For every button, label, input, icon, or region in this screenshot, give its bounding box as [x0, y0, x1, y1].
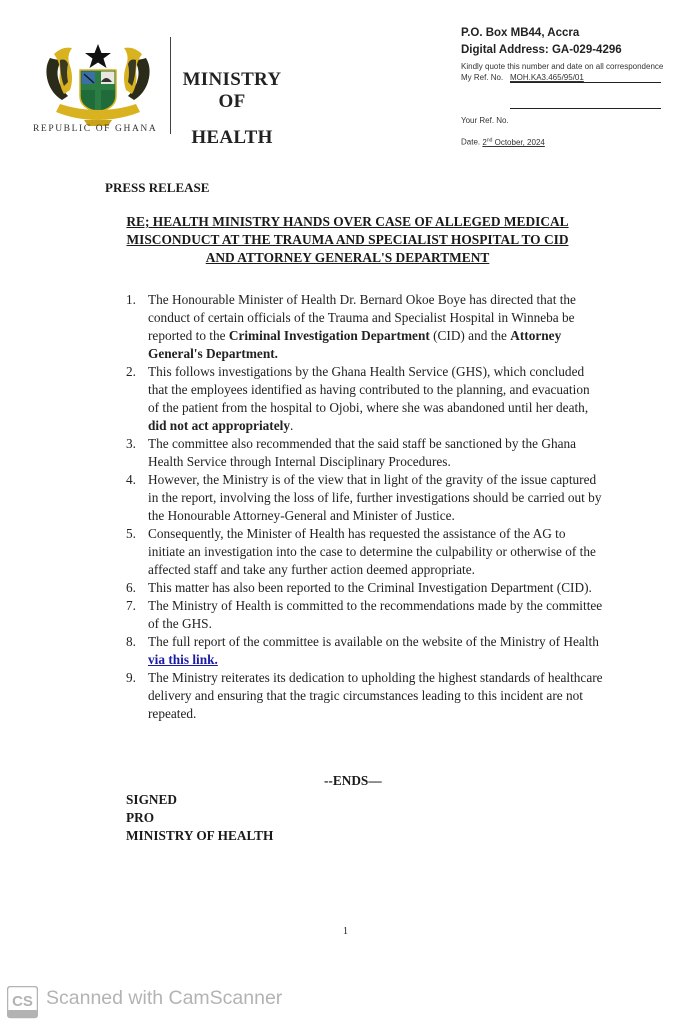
camscanner-watermark: Scanned with CamScanner	[46, 987, 283, 1009]
ministry-name-line-2: OF	[218, 91, 246, 112]
postal-address: P.O. Box MB44, Accra	[461, 27, 580, 39]
list-item-text: The Honourable Minister of Health Dr. Bernard Okoe Boye has directed that the conduct of certain officials of the Trauma and Specialist Hospital in Winneba be reported to the	[148, 292, 576, 343]
title-line-3: AND ATTORNEY GENERAL'S DEPARTMENT	[205, 250, 490, 265]
signature-line-3: MINISTRY OF HEALTH	[126, 828, 274, 843]
crest-caption: REPUBLIC OF GHANA	[33, 124, 158, 134]
camscanner-logo-text: CS	[12, 993, 33, 1010]
list-item-text: The committee also recommended that the said staff be sanctioned by the Ghana Health Service through Internal Disciplinary Procedures.	[148, 436, 577, 469]
bold-text: Criminal Investigation Department	[228, 328, 430, 343]
list-item	[126, 471, 603, 525]
list-item-text: This follows investigations by the Ghana Health Service (GHS), which concluded that the employees identified as having contributed to the planning, and evacuation of the patient from the hospital to Ojobi, where she was abandoned until her death,	[148, 364, 590, 415]
list-item-text: .	[289, 418, 294, 433]
list-item-text: This matter has also been reported to the Criminal Investigation Department (CID).	[148, 580, 592, 595]
list-item	[126, 579, 603, 597]
title-line-1: RE; HEALTH MINISTRY HANDS OVER CASE OF ALLEGED MEDICAL	[126, 214, 569, 229]
ministry-name-line-1: MINISTRY	[182, 69, 282, 90]
list-item	[126, 597, 603, 633]
list-item-number: 1.	[126, 292, 136, 307]
list-item-number: 4.	[126, 472, 136, 487]
my-ref-label: My Ref. No.	[461, 73, 504, 82]
date-field	[461, 137, 545, 147]
digital-address: Digital Address: GA-029-4296	[461, 44, 622, 56]
list-item-text: However, the Ministry is of the view that in light of the gravity of the issue captured in the report, involving the loss of life, further investigations should be carried out by the Honourable Attorney-General and Minister of Justice.	[148, 472, 602, 523]
list-item-number: 6.	[126, 580, 136, 595]
list-item	[126, 669, 603, 723]
list-item-text: Consequently, the Minister of Health has requested the assistance of the AG to initiate an investigation into the case to determine the culpability or otherwise of the affected staff and take any further action deemed appropriate.	[148, 526, 596, 577]
bold-text: did not act appropriately	[148, 418, 290, 433]
camscanner-logo	[7, 986, 38, 1019]
list-item-text: The full report of the committee is available on the website of the Ministry of Health	[148, 634, 599, 649]
list-item-number: 3.	[126, 436, 136, 451]
my-ref-value: MOH.KA3.465/95/01	[510, 73, 661, 83]
quote-note: Kindly quote this number and date on all correspondence	[461, 62, 664, 71]
list-item-number: 8.	[126, 634, 136, 649]
list-item	[126, 633, 603, 669]
list-item-text: (CID) and the	[429, 328, 511, 343]
press-release-heading: PRESS RELEASE	[105, 180, 210, 195]
list-item	[126, 291, 603, 363]
press-release-items	[126, 291, 603, 723]
date-rest: October, 2024	[492, 137, 545, 147]
document-title	[95, 213, 600, 267]
your-ref-label: Your Ref. No.	[461, 116, 509, 125]
list-item-number: 2.	[126, 364, 136, 379]
date-day: 2	[482, 137, 487, 147]
date-value	[482, 138, 545, 147]
date-label: Date.	[461, 137, 481, 147]
ends-marker: --ENDS—	[324, 773, 382, 788]
report-link[interactable]: via this link.	[148, 652, 218, 667]
list-item	[126, 363, 603, 435]
date-suffix: nd	[486, 137, 493, 143]
list-item-number: 7.	[126, 598, 136, 613]
page-number: 1	[343, 926, 348, 937]
ministry-name-line-3: HEALTH	[191, 127, 273, 148]
list-item	[126, 525, 603, 579]
bold-text: Attorney General's Department.	[148, 328, 562, 361]
list-item-text: The Ministry reiterates its dedication to upholding the highest standards of healthcare delivery and ensuring that the tragic circumstances leading to this incident are not repeated.	[148, 670, 603, 721]
your-ref-line	[510, 108, 661, 109]
signature-line-1: SIGNED	[126, 792, 177, 807]
list-item	[126, 435, 603, 471]
list-item-number: 5.	[126, 526, 136, 541]
signature-line-2: PRO	[126, 810, 155, 825]
list-item-number: 9.	[126, 670, 136, 685]
title-line-2: MISCONDUCT AT THE TRAUMA AND SPECIALIST HOSPITAL TO CID	[126, 232, 569, 247]
ghana-coat-of-arms-logo	[36, 38, 160, 130]
list-item-text: The Ministry of Health is committed to the recommendations made by the committee of the GHS.	[148, 598, 603, 631]
letterhead-divider	[170, 37, 171, 134]
